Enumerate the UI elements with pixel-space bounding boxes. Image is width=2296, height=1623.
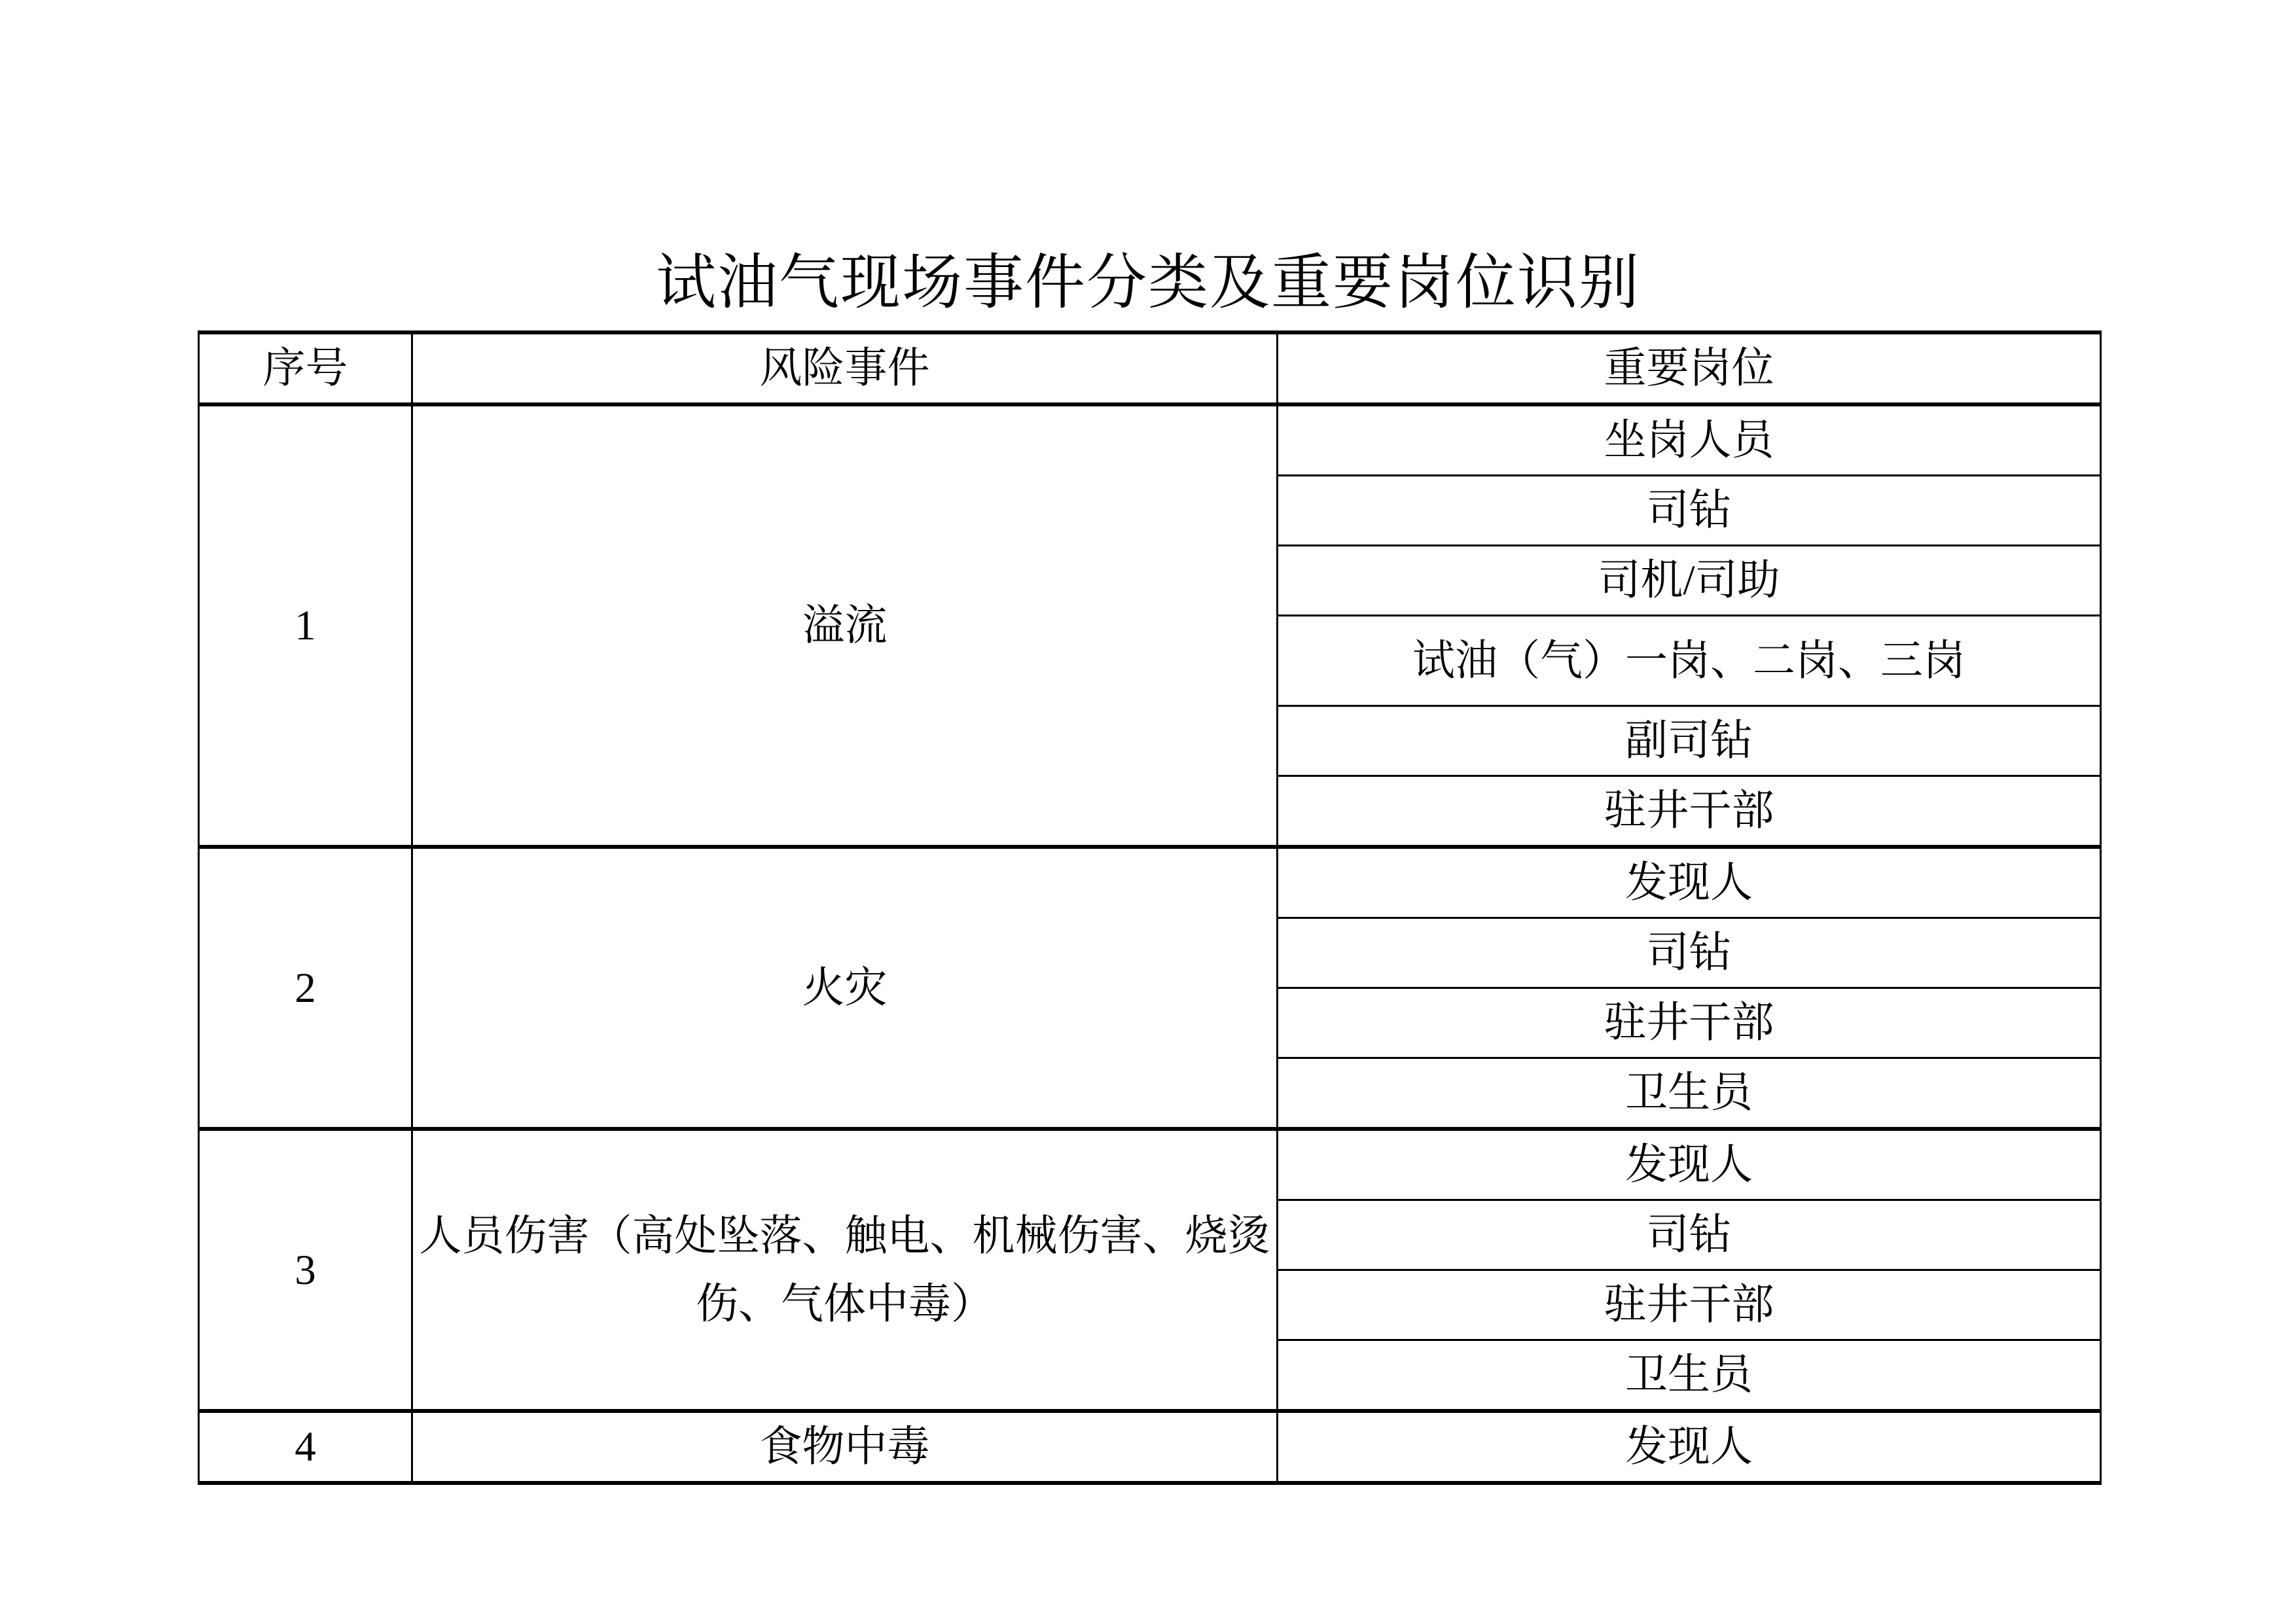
cell-group3-event: 人员伤害（高处坠落、触电、机械伤害、烧烫伤、气体中毒） — [412, 1129, 1278, 1411]
table-row — [199, 1129, 2101, 1200]
cell-position: 卫生员 — [1278, 1340, 2101, 1412]
cell-group2-no: 2 — [199, 847, 412, 1129]
cell-position: 司钻 — [1278, 918, 2101, 988]
cell-group1-no: 1 — [199, 404, 412, 847]
cell-position: 卫生员 — [1278, 1058, 2101, 1130]
cell-group4-event: 食物中毒 — [412, 1411, 1278, 1483]
cell-group3-no: 3 — [199, 1129, 412, 1411]
cell-position: 司钻 — [1278, 476, 2101, 546]
table-row — [199, 847, 2101, 918]
document-title: 试油气现场事件分类及重要岗位识别 — [655, 249, 1640, 316]
table-row — [199, 1411, 2101, 1483]
cell-position: 驻井干部 — [1278, 988, 2101, 1058]
cell-position: 发现人 — [1278, 1411, 2101, 1483]
cell-position: 发现人 — [1278, 1129, 2101, 1200]
table-row — [199, 404, 2101, 476]
risk-events-table — [198, 330, 2102, 1485]
cell-position: 试油（气）一岗、二岗、三岗 — [1278, 616, 2101, 706]
cell-position: 司机/司助 — [1278, 546, 2101, 616]
table-header-row — [199, 332, 2101, 404]
cell-position: 发现人 — [1278, 847, 2101, 918]
cell-group2-event: 火灾 — [412, 847, 1278, 1129]
cell-position: 司钻 — [1278, 1200, 2101, 1270]
cell-position: 副司钻 — [1278, 706, 2101, 776]
cell-position: 驻井干部 — [1278, 1270, 2101, 1340]
cell-position: 坐岗人员 — [1278, 404, 2101, 476]
col-header-serial: 序号 — [199, 332, 412, 404]
cell-group1-event: 溢流 — [412, 404, 1278, 847]
cell-group4-no: 4 — [199, 1411, 412, 1483]
col-header-risk-event: 风险事件 — [412, 332, 1278, 404]
cell-position: 驻井干部 — [1278, 776, 2101, 847]
col-header-key-position: 重要岗位 — [1278, 332, 2101, 404]
